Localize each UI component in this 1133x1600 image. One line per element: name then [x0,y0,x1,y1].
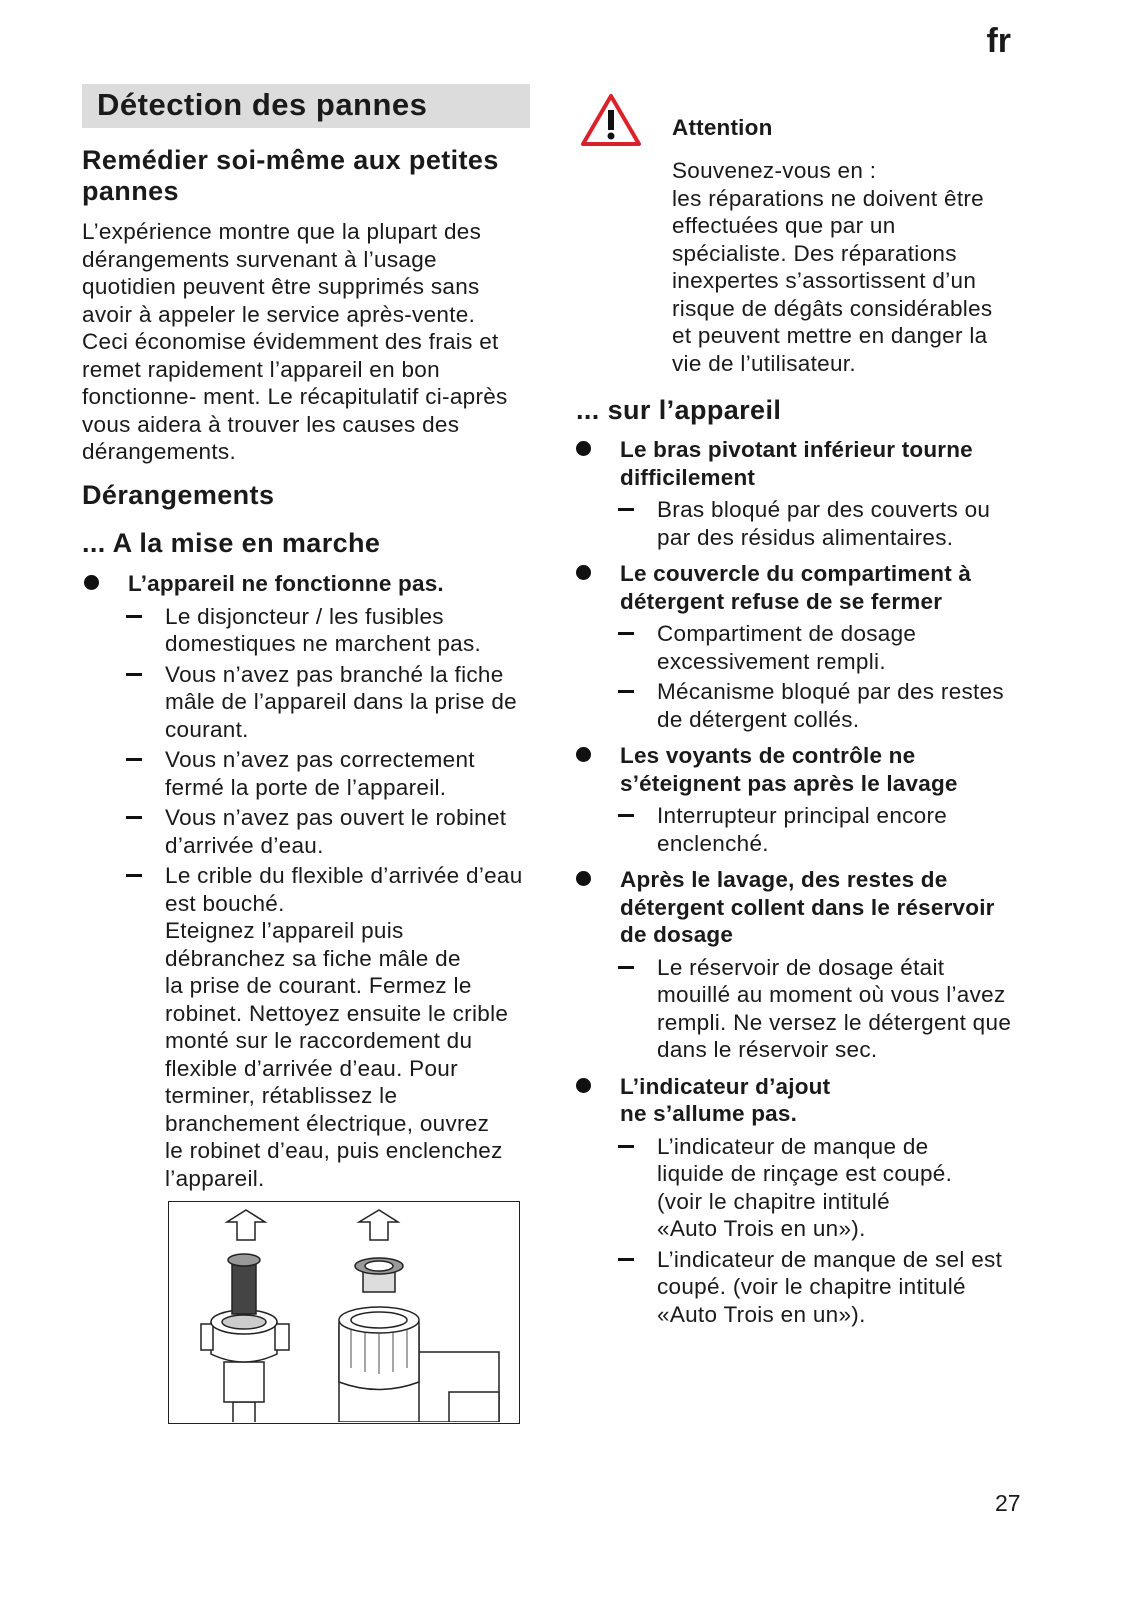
subtitle: Remédier soi-même aux petites pannes [82,145,499,206]
fault-title: L’appareil ne fonctionne pas. [128,571,444,596]
page-number: 27 [995,1490,1021,1516]
fault-title: Après le lavage, des restes de détergent collent dans le réservoir de dosage [620,867,995,947]
warning-triangle-icon [580,93,642,152]
startup-heading: ... A la mise en marche [82,528,381,558]
cause-item [657,1133,1040,1243]
language-label: fr [986,22,1011,60]
section-title: Détection des pannes [97,87,428,122]
fault-title: L’indicateur d’ajout ne s’allume pas. [620,1073,831,1126]
bullet-icon [576,565,591,580]
dash-icon [126,874,142,877]
cause-item [657,1246,1040,1329]
dash-icon [618,508,634,511]
device-heading: ... sur l’appareil [576,395,782,425]
fault-item [620,866,1040,1064]
bullet-icon [576,1078,591,1093]
cause-item [657,496,1040,551]
cause-item [165,603,538,658]
dash-icon [618,814,634,817]
bullet-icon [576,871,591,886]
cause-text: Bras bloqué par des couverts ou par des résidus alimentaires. [657,497,991,550]
fault-item [620,742,1040,857]
warning-text: Souvenez-vous en : les réparations ne doivent être effectuées que par un spécialiste. Des réparations inexpertes s’assortissent d’un risque de dégâts considérables et peuvent mettre en danger la vie de l’utilisateur. [672,158,993,376]
section-title-bar [82,84,530,128]
cause-text: Le réservoir de dosage était mouillé au moment où vous l’avez rempli. Ne versez le détergent que dans le réservoir sec. [657,954,1012,1062]
fault-item [620,436,1040,551]
cause-text: Interrupteur principal encore enclenché. [657,803,948,856]
fault-title: Les voyants de contrôle ne s’éteignent pas après le lavage [620,743,958,796]
device-fault-list [620,436,1040,1334]
cause-text: Vous n’avez pas correctement fermé la porte de l’appareil. [165,747,475,800]
faults-heading: Dérangements [82,480,275,510]
cause-item [657,802,1040,857]
cause-item [165,746,538,801]
dash-icon [618,966,634,969]
bullet-icon [84,575,99,590]
arrow-up-icon [227,1210,265,1240]
cause-item [165,661,538,744]
cause-item [657,954,1040,1064]
warning-title: Attention [672,115,773,140]
dash-icon [618,1258,634,1261]
fault-item [620,1073,1040,1329]
filter-illustration [168,1201,520,1424]
cause-item [657,620,1040,675]
cause-item [165,804,538,859]
cause-text: Le disjoncteur / les fusibles domestiques ne marchent pas. [165,603,482,656]
cause-text: Vous n’avez pas ouvert le robinet d’arrivée d’eau. [165,805,507,858]
dash-icon [126,673,142,676]
dash-icon [618,632,634,635]
cause-item [657,678,1040,733]
dash-icon [126,758,142,761]
cause-text: Le crible du flexible d’arrivée d’eau est bouché. Eteignez l’appareil puis débranchez sa fiche mâle de la prise de courant. Fermez le robinet. Nettoyez ensuite le crible monté sur le raccordement du flexible d’arrivée d’eau. Pour terminer, rétablissez le branchement électrique, ouvrez le robinet d’eau, puis enclenchez l’appareil. [165,863,523,1191]
cause-text: Compartiment de dosage excessivement rempli. [657,621,917,674]
arrow-up-icon [359,1210,398,1240]
dash-icon [618,1145,634,1148]
cause-item [165,862,538,1192]
dash-icon [618,690,634,693]
intro-paragraph: L’expérience montre que la plupart des dérangements survenant à l’usage quotidien peuvent être supprimés sans avoir à appeler le service après-vente. Ceci économise évidemment des frais et remet rapidement l’appareil en bon fonctionne- ment. Le récapitulatif ci-après vous aidera à trouver les causes des dérangements. [82,219,508,464]
cause-text: Mécanisme bloqué par des restes de détergent collés. [657,679,1004,732]
filter-cleaning-image [169,1202,518,1422]
dash-icon [126,615,142,618]
bullet-icon [576,747,591,762]
cause-text: L’indicateur de manque de liquide de rinçage est coupé. (voir le chapitre intitulé «Auto Trois en un»). [657,1133,953,1241]
cause-text: L’indicateur de manque de sel est coupé. (voir le chapitre intitulé «Auto Trois en un»). [657,1246,1003,1327]
dash-icon [126,816,142,819]
bullet-icon [576,441,591,456]
fault-title: Le couvercle du compartiment à détergent refuse de se fermer [620,561,972,614]
cause-text: Vous n’avez pas branché la fiche mâle de l’appareil dans la prise de courant. [165,661,517,742]
fault-title: Le bras pivotant inférieur tourne difficilement [620,437,973,490]
fault-item [128,570,538,1192]
fault-item [620,560,1040,733]
startup-fault-list [128,570,538,1198]
